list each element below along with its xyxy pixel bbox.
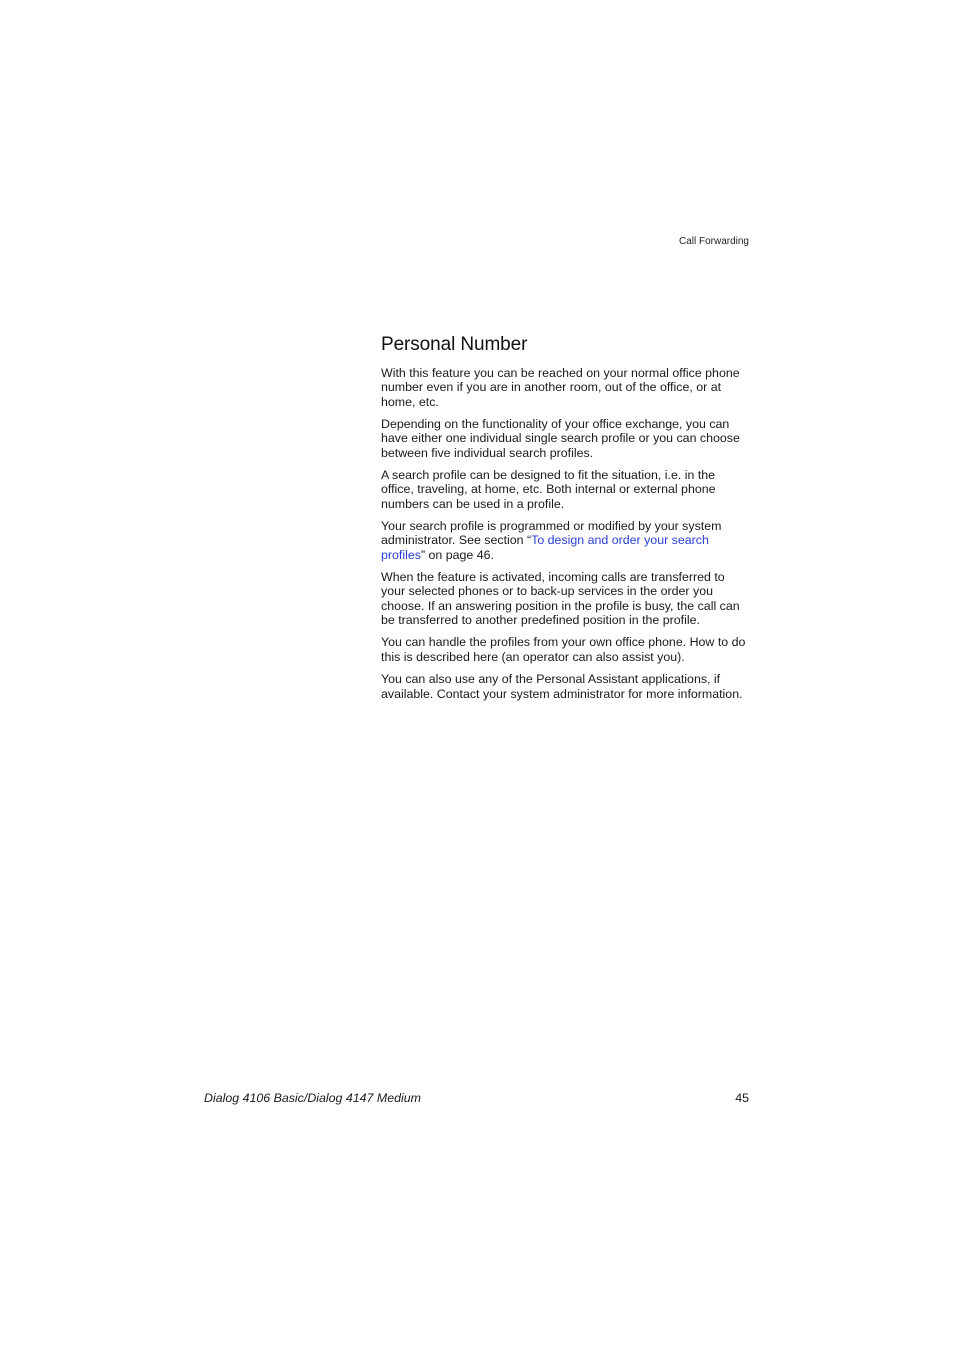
paragraph-intro: With this feature you can be reached on your normal office phone number even if you are in another room, out of the office, or at home, etc. bbox=[381, 366, 740, 409]
paragraph-activation: When the feature is activated, incoming calls are transferred to your selected phones or to back-up services in the order you choose. If an answering position in the profile is busy, the call can be transferred to another predefined position in the profile. bbox=[381, 570, 740, 628]
running-header: Call Forwarding bbox=[678, 236, 749, 247]
page-number: 45 bbox=[735, 1091, 749, 1105]
paragraph-office-phone: You can handle the profiles from your own office phone. How to do this is described here (an operator can also assist you). bbox=[381, 635, 746, 664]
paragraph-personal-assistant: You can also use any of the Personal Assistant applications, if available. Contact your system administrator for more information. bbox=[381, 672, 743, 701]
footer-manual-title: Dialog 4106 Basic/Dialog 4147 Medium bbox=[204, 1091, 421, 1105]
paragraph-administrator-text: Your search profile is programmed or modified by your system administrator. See section “ bbox=[381, 519, 722, 548]
paragraph-administrator bbox=[381, 519, 751, 562]
paragraph-functionality: Depending on the functionality of your office exchange, you can have either one individual single search profile or you can choose between five individual search profiles. bbox=[381, 417, 740, 460]
page-title: Personal Number bbox=[381, 334, 528, 355]
paragraph-administrator-page-ref: ” on page 46. bbox=[420, 547, 494, 562]
paragraph-search-profile: A search profile can be designed to fit the situation, i.e. in the office, traveling, at home, etc. Both internal or external phone numbers can be used in a profile. bbox=[381, 468, 716, 511]
design-profiles-link[interactable]: To design and order your search profiles bbox=[381, 533, 709, 562]
main-content bbox=[381, 333, 751, 709]
